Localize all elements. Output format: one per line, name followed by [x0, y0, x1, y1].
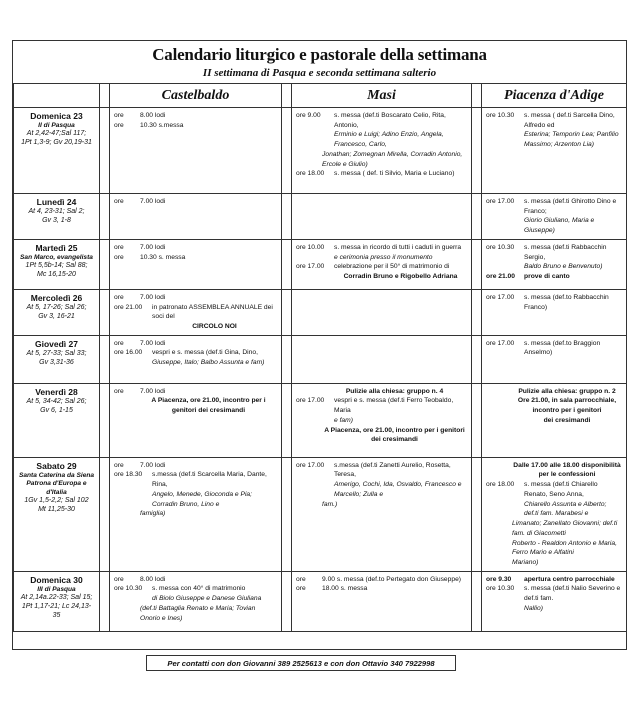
event-time	[486, 558, 512, 568]
event-time: ore 10.30	[486, 243, 515, 251]
event-text: Giorio Giuliano, Maria e Giuseppe)	[524, 217, 595, 235]
event-line	[486, 243, 622, 262]
event-text: 7.00 lodi	[140, 243, 166, 251]
event-line	[114, 584, 277, 594]
event-text: Pulizie alla chiesa: gruppo n. 4	[345, 387, 444, 395]
event-line	[114, 243, 277, 253]
event-line	[486, 584, 622, 603]
event-text: famiglia)	[140, 510, 166, 518]
event-text: Dalle 17.00 alle 18.00 disponibilità per le confessioni	[513, 461, 621, 479]
event-text: CIRCOLO NOI	[192, 323, 237, 331]
event-line	[296, 500, 467, 510]
event-text: s. messa (def.ti Rabbacchin Sergio,	[524, 243, 607, 261]
day-row	[14, 335, 627, 383]
event-line	[486, 500, 622, 519]
event-time: ore 10.30	[486, 585, 515, 593]
event-line	[114, 387, 277, 397]
event-time: ore	[114, 243, 124, 251]
event-line	[486, 396, 622, 415]
event-line	[114, 111, 277, 121]
event-line	[296, 262, 467, 272]
day-reading: At 2,14a.22-33; Sal 15;	[20, 593, 93, 601]
event-time	[486, 539, 512, 558]
masi-cell	[292, 335, 472, 383]
event-time	[114, 509, 140, 519]
day-reading: At 2,42-47;Sal 117;	[26, 130, 87, 138]
day-reading: 1Gv 1,5-2,2; Sal 102	[24, 496, 89, 504]
event-text: Corradin Bruno e Rigobello Adriana	[343, 273, 458, 281]
castelbaldo-cell	[110, 289, 282, 335]
event-time	[296, 150, 322, 169]
day-cell	[14, 335, 100, 383]
day-name: Domenica 23	[30, 111, 83, 121]
event-time: ore 17.00	[486, 293, 515, 301]
event-time: ore 10.30	[114, 585, 143, 593]
event-line	[114, 197, 277, 207]
day-name: Venerdì 28	[35, 386, 78, 397]
day-cell	[14, 383, 100, 457]
day-reading: Gv 3,31-36	[39, 358, 74, 366]
day-reading: Gv 3, 16-21	[38, 312, 75, 320]
event-time	[296, 480, 334, 499]
event-text: Amerigo, Cochi, Ida, Osvaldo, Francesco e Marcello; Zulla e	[334, 481, 462, 498]
calendar-table	[13, 83, 627, 632]
event-line	[486, 130, 622, 149]
event-time	[114, 604, 140, 623]
column-masi: Masi	[292, 84, 472, 108]
event-time: ore	[114, 198, 124, 205]
event-line	[114, 322, 277, 332]
event-text: s. messa (def.to Rabbacchin Franco)	[524, 293, 609, 311]
day-cell	[14, 108, 100, 194]
event-text: (def.ti Battaglia Renato e Maria; Tovian Onorio e Ines)	[140, 604, 256, 622]
day-name: Domenica 30	[30, 574, 83, 585]
event-time	[486, 604, 524, 614]
event-line	[296, 130, 467, 149]
event-line	[296, 150, 467, 169]
event-text: s. messa ( def.ti Sarcella Dino, Alfredo ed	[524, 112, 615, 129]
event-line	[486, 197, 622, 216]
event-text: Baldo Bruno e Benvenuto)	[524, 263, 603, 271]
day-reading: Gv 3, 1-8	[42, 216, 71, 224]
castelbaldo-cell	[110, 335, 282, 383]
event-time: ore	[114, 339, 124, 347]
event-line	[114, 253, 277, 263]
day-reading: At 5, 27-33; Sal 33;	[26, 349, 87, 357]
event-line	[114, 396, 277, 415]
event-text: Giuseppe, Italo; Balbo Assunta e fam)	[152, 359, 265, 367]
event-time: ore 17.00	[296, 263, 325, 271]
day-reading: 1Pt 1,17-21; Lc 24,13-35	[21, 602, 92, 619]
day-row	[14, 383, 627, 457]
masi-cell	[292, 239, 472, 289]
event-text: Nallio)	[524, 604, 543, 612]
event-time: ore 17.00	[296, 461, 325, 469]
event-line	[486, 558, 622, 568]
day-reading: 1Pt 5,5b-14; Sal 88;	[25, 262, 88, 270]
event-line	[486, 539, 622, 558]
castelbaldo-cell	[110, 571, 282, 631]
day-cell	[14, 289, 100, 335]
event-line	[114, 594, 277, 604]
event-time	[486, 216, 524, 235]
event-text: Esterina; Temporin Lea; Panfilio Massimo; Arzenton Lia)	[524, 131, 619, 149]
event-line	[486, 575, 622, 585]
day-reading: At 5, 17-26; Sal 26;	[26, 303, 87, 311]
event-text: fam.)	[322, 500, 338, 508]
event-time: ore	[114, 121, 124, 129]
event-time: ore 10.30	[486, 112, 515, 119]
event-time	[114, 490, 152, 509]
event-text: celebrazione per il 50° di matrimonio di	[334, 263, 450, 271]
event-text: Ore 21.00, in sala parrocchiale, incontro per i genitori	[517, 397, 617, 415]
event-line	[486, 416, 622, 426]
event-time: ore 17.00	[486, 198, 515, 205]
event-time	[296, 130, 334, 149]
castelbaldo-cell	[110, 457, 282, 571]
day-liturgy: Santa Caterina da Siena Patrona d'Europa e d'Italia	[18, 471, 95, 496]
event-line	[296, 169, 467, 179]
day-liturgy: III di Pasqua	[37, 585, 76, 593]
event-line	[114, 358, 277, 368]
event-time: ore	[114, 461, 124, 469]
page-title: Calendario liturgico e pastorale della settimana	[152, 45, 487, 64]
masi-cell	[292, 383, 472, 457]
day-liturgy: San Marco, evangelista	[20, 253, 93, 261]
day-name: Lunedì 24	[36, 197, 77, 207]
column-piacenza: Piacenza d'Adige	[482, 84, 627, 108]
day-row	[14, 289, 627, 335]
event-text: e fam)	[334, 416, 353, 424]
day-name: Giovedì 27	[35, 338, 78, 349]
event-line	[486, 111, 622, 130]
event-line	[114, 461, 277, 471]
event-line	[486, 461, 622, 480]
event-line	[114, 490, 277, 509]
day-reading: Mt 11,25-30	[38, 505, 75, 513]
event-time: ore 16.00	[114, 349, 143, 357]
column-header-row	[14, 84, 627, 108]
piacenza-cell	[482, 239, 627, 289]
event-line	[296, 584, 467, 594]
event-time	[486, 519, 512, 538]
castelbaldo-cell	[110, 239, 282, 289]
event-text: s. messa in ricordo di tutti i caduti in guerra	[334, 243, 462, 251]
event-text: in patronato ASSEMBLEA ANNUALE dei soci del	[152, 303, 273, 321]
event-line	[296, 480, 467, 499]
event-line	[296, 426, 467, 445]
event-line	[486, 339, 622, 358]
event-line	[486, 272, 622, 282]
event-time: ore 10.00	[296, 243, 325, 251]
masi-cell	[292, 571, 472, 631]
piacenza-cell	[482, 457, 627, 571]
event-text: s.messa (def.ti Zanetti Aurelio, Rosetta, Teresa,	[334, 461, 451, 479]
event-line	[296, 243, 467, 253]
day-name: Mercoledì 26	[30, 292, 83, 303]
event-time: ore	[114, 387, 124, 395]
event-text: A Piacenza, ore 21.00, incontro per i genitori dei cresimandi	[151, 397, 266, 415]
day-name: Sabato 29	[36, 460, 77, 471]
event-text: s. messa con 40° di matrimonio	[152, 585, 246, 593]
castelbaldo-cell	[110, 194, 282, 240]
event-time	[296, 416, 334, 426]
event-time	[486, 387, 512, 397]
page-subtitle: II settimana di Pasqua e seconda settimana salterio	[202, 67, 437, 79]
event-time: ore 17.00	[486, 339, 515, 347]
calendar-body	[14, 108, 627, 632]
event-time	[486, 396, 512, 415]
event-time	[296, 253, 334, 263]
event-line	[486, 216, 622, 235]
event-text: Jonathan; Zomegnan Mirella, Corradin Antonio, Ercole e Giulio)	[322, 150, 463, 168]
event-text: e cerimonia presso il monumento	[334, 253, 433, 261]
event-text: s. messa (def.ti Ghirotto Dino e Franco;	[524, 198, 617, 215]
event-text: 7.00 lodi	[140, 461, 166, 469]
event-text: Angelo, Menede, Gioconda e Pia; Corradin Bruno, Lino e	[152, 490, 253, 508]
event-time: ore 9.00	[296, 112, 321, 119]
event-text: 7.00 lodi	[140, 293, 166, 301]
event-text: s.messa (def.ti Scarcella Maria, Dante, Rina,	[152, 471, 267, 489]
event-line	[114, 348, 277, 358]
event-time: ore	[114, 293, 124, 301]
event-text: di Biolo Giuseppe e Danese Giuliana	[152, 595, 262, 603]
event-line	[114, 604, 277, 623]
event-time	[296, 272, 334, 282]
event-time: ore	[296, 585, 306, 593]
day-reading: Gv 6, 1-15	[40, 406, 73, 414]
event-line	[114, 509, 277, 519]
castelbaldo-cell	[110, 383, 282, 457]
day-row	[14, 194, 627, 240]
event-time	[296, 387, 322, 397]
event-time: ore 9.30	[486, 575, 512, 583]
day-liturgy: II di Pasqua	[38, 121, 75, 129]
event-time: ore 21.00	[486, 273, 515, 281]
event-line	[486, 387, 622, 397]
event-text: 10.30 s. messa	[140, 253, 186, 261]
masi-cell	[292, 194, 472, 240]
masi-cell	[292, 457, 472, 571]
piacenza-cell	[482, 335, 627, 383]
day-cell	[14, 239, 100, 289]
event-time	[486, 262, 524, 272]
event-text: Erminio e Luigi; Adino Enzio, Angela, Francesco, Carlo,	[334, 131, 444, 149]
event-text: s. messa (def.ti Chiarello Renato, Seno Anna,	[524, 481, 598, 498]
event-time	[486, 461, 512, 480]
event-time: ore	[114, 253, 124, 261]
event-line	[296, 272, 467, 282]
day-name: Martedì 25	[35, 242, 78, 253]
event-line	[486, 480, 622, 499]
event-text: vespri e s. messa (def.ti Ferro Teobaldo, Maria	[334, 397, 454, 415]
event-time	[486, 416, 512, 426]
event-text: 18.00 s. messa	[322, 585, 368, 593]
day-cell	[14, 194, 100, 240]
event-text: s. messa ( def. ti Silvio, Maria e Luciano)	[334, 170, 455, 178]
event-line	[296, 253, 467, 263]
event-line	[296, 111, 467, 130]
event-text: Pulizie alla chiesa: gruppo n. 2	[518, 387, 616, 395]
event-line	[114, 339, 277, 349]
event-text: 7.00 lodi	[140, 387, 166, 395]
event-time	[114, 358, 152, 368]
event-time	[486, 500, 524, 519]
event-line	[296, 387, 467, 397]
piacenza-cell	[482, 571, 627, 631]
event-line	[114, 303, 277, 322]
event-text: Chiarello Assunta e Alberto; def.ti fam. Marabesi e	[524, 500, 607, 518]
event-text: s. messa (def.to Braggion Anselmo)	[524, 339, 601, 357]
contact-footer: Per contatti con don Giovanni 389 2525613 e con don Ottavio 340 7922998	[146, 655, 456, 671]
day-row	[14, 108, 627, 194]
event-time: ore 18.00	[486, 481, 515, 489]
event-line	[114, 121, 277, 131]
event-text: 10.30 s.messa	[140, 121, 184, 129]
piacenza-cell	[482, 383, 627, 457]
header-blank	[14, 84, 100, 108]
event-time	[296, 500, 322, 510]
day-reading: 1Pt 1,3-9; Gv 20,19-31	[21, 139, 92, 147]
event-time: ore 18.00	[296, 170, 325, 178]
day-row	[14, 239, 627, 289]
event-time: ore	[114, 575, 124, 583]
calendar-sheet	[12, 40, 627, 650]
event-text: 7.00 lodi	[140, 339, 166, 347]
castelbaldo-cell	[110, 108, 282, 194]
event-line	[296, 396, 467, 415]
event-time	[114, 322, 152, 332]
event-line	[114, 575, 277, 585]
event-line	[296, 461, 467, 480]
event-text: Roberto - Realdon Antonio e Maria, Ferro Mario e Alfatini	[512, 539, 617, 557]
event-line	[114, 470, 277, 489]
event-line	[296, 575, 467, 585]
event-text: s. messa (def.ti Nalio Severino e def.ti fam.	[524, 585, 621, 603]
event-time: ore	[296, 575, 306, 583]
event-time: ore 21.00	[114, 303, 143, 311]
event-time	[114, 594, 152, 604]
event-text: prove di canto	[524, 273, 570, 281]
piacenza-cell	[482, 194, 627, 240]
piacenza-cell	[482, 108, 627, 194]
event-line	[486, 604, 622, 614]
event-time	[114, 396, 140, 415]
day-cell	[14, 571, 100, 631]
event-text: Mariano)	[512, 558, 539, 566]
day-reading: Mc 16,15-20	[37, 271, 76, 279]
event-text: 8.00 lodi	[140, 575, 166, 583]
event-text: dei cresimandi	[543, 416, 591, 424]
event-text: apertura centro parrocchiale	[524, 575, 615, 583]
event-text: A Piacenza, ore 21.00, incontro per i genitori dei cresimandi	[324, 426, 465, 444]
day-row	[14, 457, 627, 571]
event-text: vespri e s. messa (def.ti Gina, Dino,	[152, 349, 258, 357]
day-cell	[14, 457, 100, 571]
event-text: 9.00 s. messa (def.to Pertegato don Giuseppe)	[322, 575, 462, 583]
masi-cell	[292, 289, 472, 335]
event-text: 8.00 lodi	[140, 112, 166, 119]
event-line	[296, 416, 467, 426]
column-castelbaldo: Castelbaldo	[110, 84, 282, 108]
day-reading: At 4, 23-31; Sal 2;	[28, 207, 85, 215]
event-time	[296, 426, 322, 445]
piacenza-cell	[482, 289, 627, 335]
event-line	[486, 519, 622, 538]
event-line	[486, 293, 622, 312]
day-row	[14, 571, 627, 631]
event-line	[114, 293, 277, 303]
event-time: ore 17.00	[296, 397, 325, 405]
event-text: Limanato; Zanellato Giovanni; def.ti fam. di Giacometti	[512, 520, 618, 537]
event-line	[486, 262, 622, 272]
event-text: s. messa (def.ti Boscarato Celio, Rita, Antonio,	[334, 112, 446, 129]
event-text: 7.00 lodi	[140, 198, 166, 205]
masi-cell	[292, 108, 472, 194]
event-time: ore 18.30	[114, 471, 143, 479]
event-time	[486, 130, 524, 149]
event-time: ore	[114, 112, 124, 119]
day-reading: At 5, 34-42; Sal 26;	[26, 397, 87, 405]
